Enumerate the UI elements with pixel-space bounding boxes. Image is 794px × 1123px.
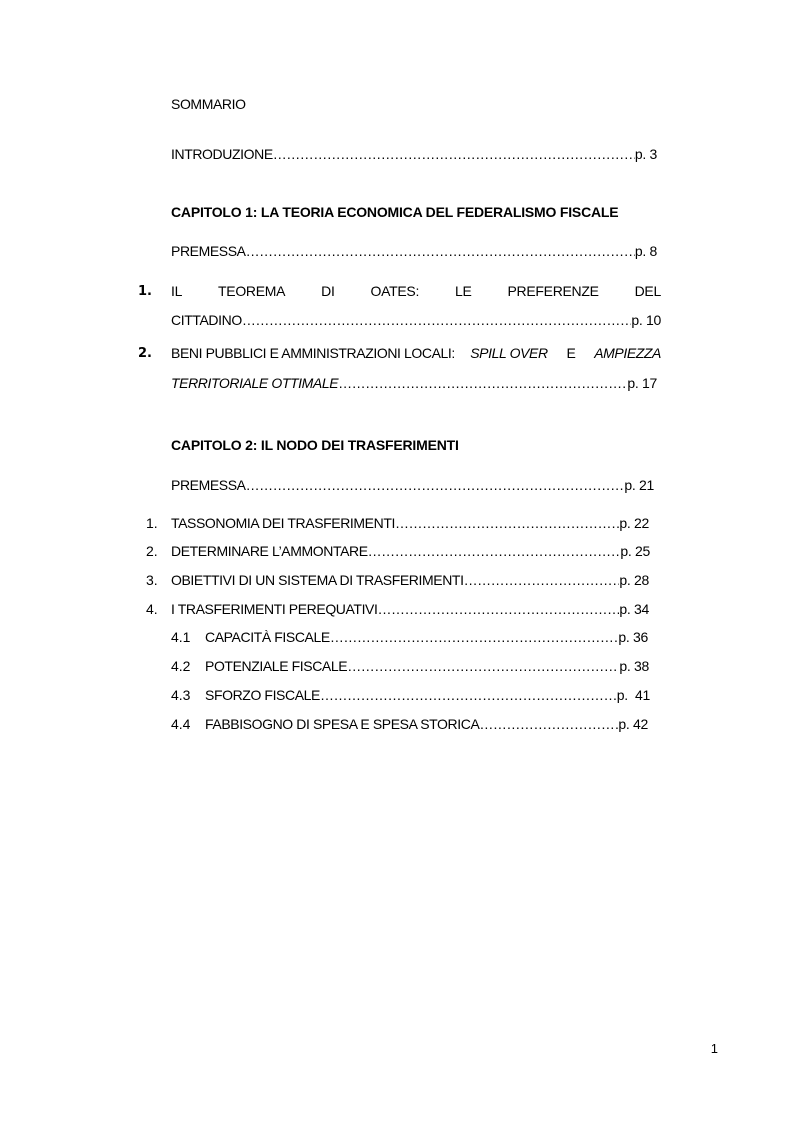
toc-entry-ch2-s1[interactable] — [171, 514, 649, 532]
leader-dots — [395, 514, 619, 532]
toc-entry-ch1-s1-line1[interactable] — [171, 282, 661, 300]
toc-entry-label: TERRITORIALE OTTIMALE — [171, 375, 339, 391]
toc-entry-italic: AMPIEZZA — [594, 345, 661, 361]
leader-dots — [242, 311, 632, 329]
toc-entry-page: p. 28 — [619, 572, 649, 588]
section-number: 2. — [138, 346, 152, 361]
toc-entry-label: POTENZIALE FISCALE — [205, 658, 348, 674]
toc-entry-label: CITTADINO — [171, 312, 242, 328]
page-number: 1 — [710, 1041, 718, 1056]
toc-entry-page: p. 25 — [620, 543, 650, 559]
toc-entry-page: p. 34 — [619, 601, 649, 617]
leader-dots — [479, 715, 618, 733]
subsection-number: 4.3 — [171, 687, 191, 703]
toc-entry-label: BENI PUBBLICI E AMMINISTRAZIONI LOCALI: — [171, 345, 455, 361]
toc-entry-ch2-s4-4[interactable] — [205, 715, 648, 733]
toc-entry-ch2-s3[interactable] — [171, 571, 649, 589]
toc-entry-ch1-premessa[interactable] — [171, 242, 657, 260]
word: DI — [321, 283, 335, 299]
toc-entry-page: p. 22 — [619, 515, 649, 531]
section-number: 3. — [146, 572, 158, 588]
toc-entry-label: DETERMINARE L’AMMONTARE — [171, 543, 368, 559]
toc-entry-ch2-s2[interactable] — [171, 542, 650, 560]
section-number: 2. — [146, 543, 158, 559]
toc-entry-page: p. 3 — [634, 146, 657, 162]
chapter-1-heading: CAPITOLO 1: LA TEORIA ECONOMICA DEL FEDERALISMO FISCALE — [171, 204, 619, 220]
toc-entry-page: p. 42 — [618, 716, 648, 732]
toc-entry-label: PREMESSA — [171, 243, 246, 259]
section-number: 1. — [138, 284, 152, 299]
leader-dots — [338, 374, 627, 392]
leader-dots — [378, 600, 620, 618]
word: PREFERENZE — [507, 283, 599, 299]
section-number: 1. — [146, 515, 158, 531]
toc-entry-page: p. 38 — [619, 658, 649, 674]
leader-dots — [464, 571, 620, 589]
toc-entry-label: CAPACITÀ FISCALE — [205, 629, 330, 645]
toc-entry-ch2-s4[interactable] — [171, 600, 649, 618]
toc-entry-label: INTRODUZIONE — [171, 146, 273, 162]
word: OATES: — [370, 283, 420, 299]
leader-dots — [320, 686, 617, 704]
toc-entry-page: p. 8 — [634, 243, 657, 259]
word: TEOREMA — [218, 283, 286, 299]
chapter-2-heading: CAPITOLO 2: IL NODO DEI TRASFERIMENTI — [171, 437, 459, 453]
toc-entry-ch2-s4-2[interactable] — [205, 657, 649, 675]
toc-entry-page: p. 36 — [618, 629, 648, 645]
toc-entry-page: p. 17 — [627, 375, 657, 391]
toc-title: SOMMARIO — [171, 96, 246, 112]
toc-entry-introduzione[interactable] — [171, 145, 657, 163]
leader-dots — [246, 476, 625, 494]
leader-dots — [246, 242, 635, 260]
toc-entry-ch1-s2-line2[interactable] — [171, 374, 657, 392]
toc-entry-italic: SPILL OVER — [470, 345, 548, 361]
toc-entry-page: p. 10 — [631, 312, 661, 328]
word: LE — [455, 283, 472, 299]
toc-entry-ch1-s2-line1[interactable] — [171, 344, 661, 362]
toc-entry-ch2-premessa[interactable] — [171, 476, 654, 494]
word: DEL — [634, 283, 661, 299]
word: IL — [171, 283, 183, 299]
leader-dots — [368, 542, 621, 560]
subsection-number: 4.4 — [171, 716, 191, 732]
toc-entry-page: p. 21 — [624, 477, 654, 493]
toc-entry-label: OBIETTIVI DI UN SISTEMA DI TRASFERIMENTI — [171, 572, 464, 588]
toc-entry-page: p. 41 — [616, 687, 650, 703]
toc-entry-label: TASSONOMIA DEI TRASFERIMENTI — [171, 515, 395, 531]
subsection-number: 4.2 — [171, 658, 191, 674]
section-number: 4. — [146, 601, 158, 617]
toc-entry-ch2-s4-3[interactable] — [205, 686, 650, 704]
toc-entry-label: FABBISOGNO DI SPESA E SPESA STORICA — [205, 716, 480, 732]
toc-entry-ch1-s1-line2[interactable] — [171, 311, 661, 329]
toc-entry-label: PREMESSA — [171, 477, 246, 493]
subsection-number: 4.1 — [171, 629, 191, 645]
leader-dots — [273, 145, 635, 163]
leader-dots — [347, 657, 619, 675]
toc-entry-label: E — [562, 345, 579, 361]
toc-entry-label: I TRASFERIMENTI PEREQUATIVI — [171, 601, 378, 617]
toc-entry-label: SFORZO FISCALE — [205, 687, 320, 703]
leader-dots — [330, 628, 619, 646]
toc-entry-ch2-s4-1[interactable] — [205, 628, 648, 646]
